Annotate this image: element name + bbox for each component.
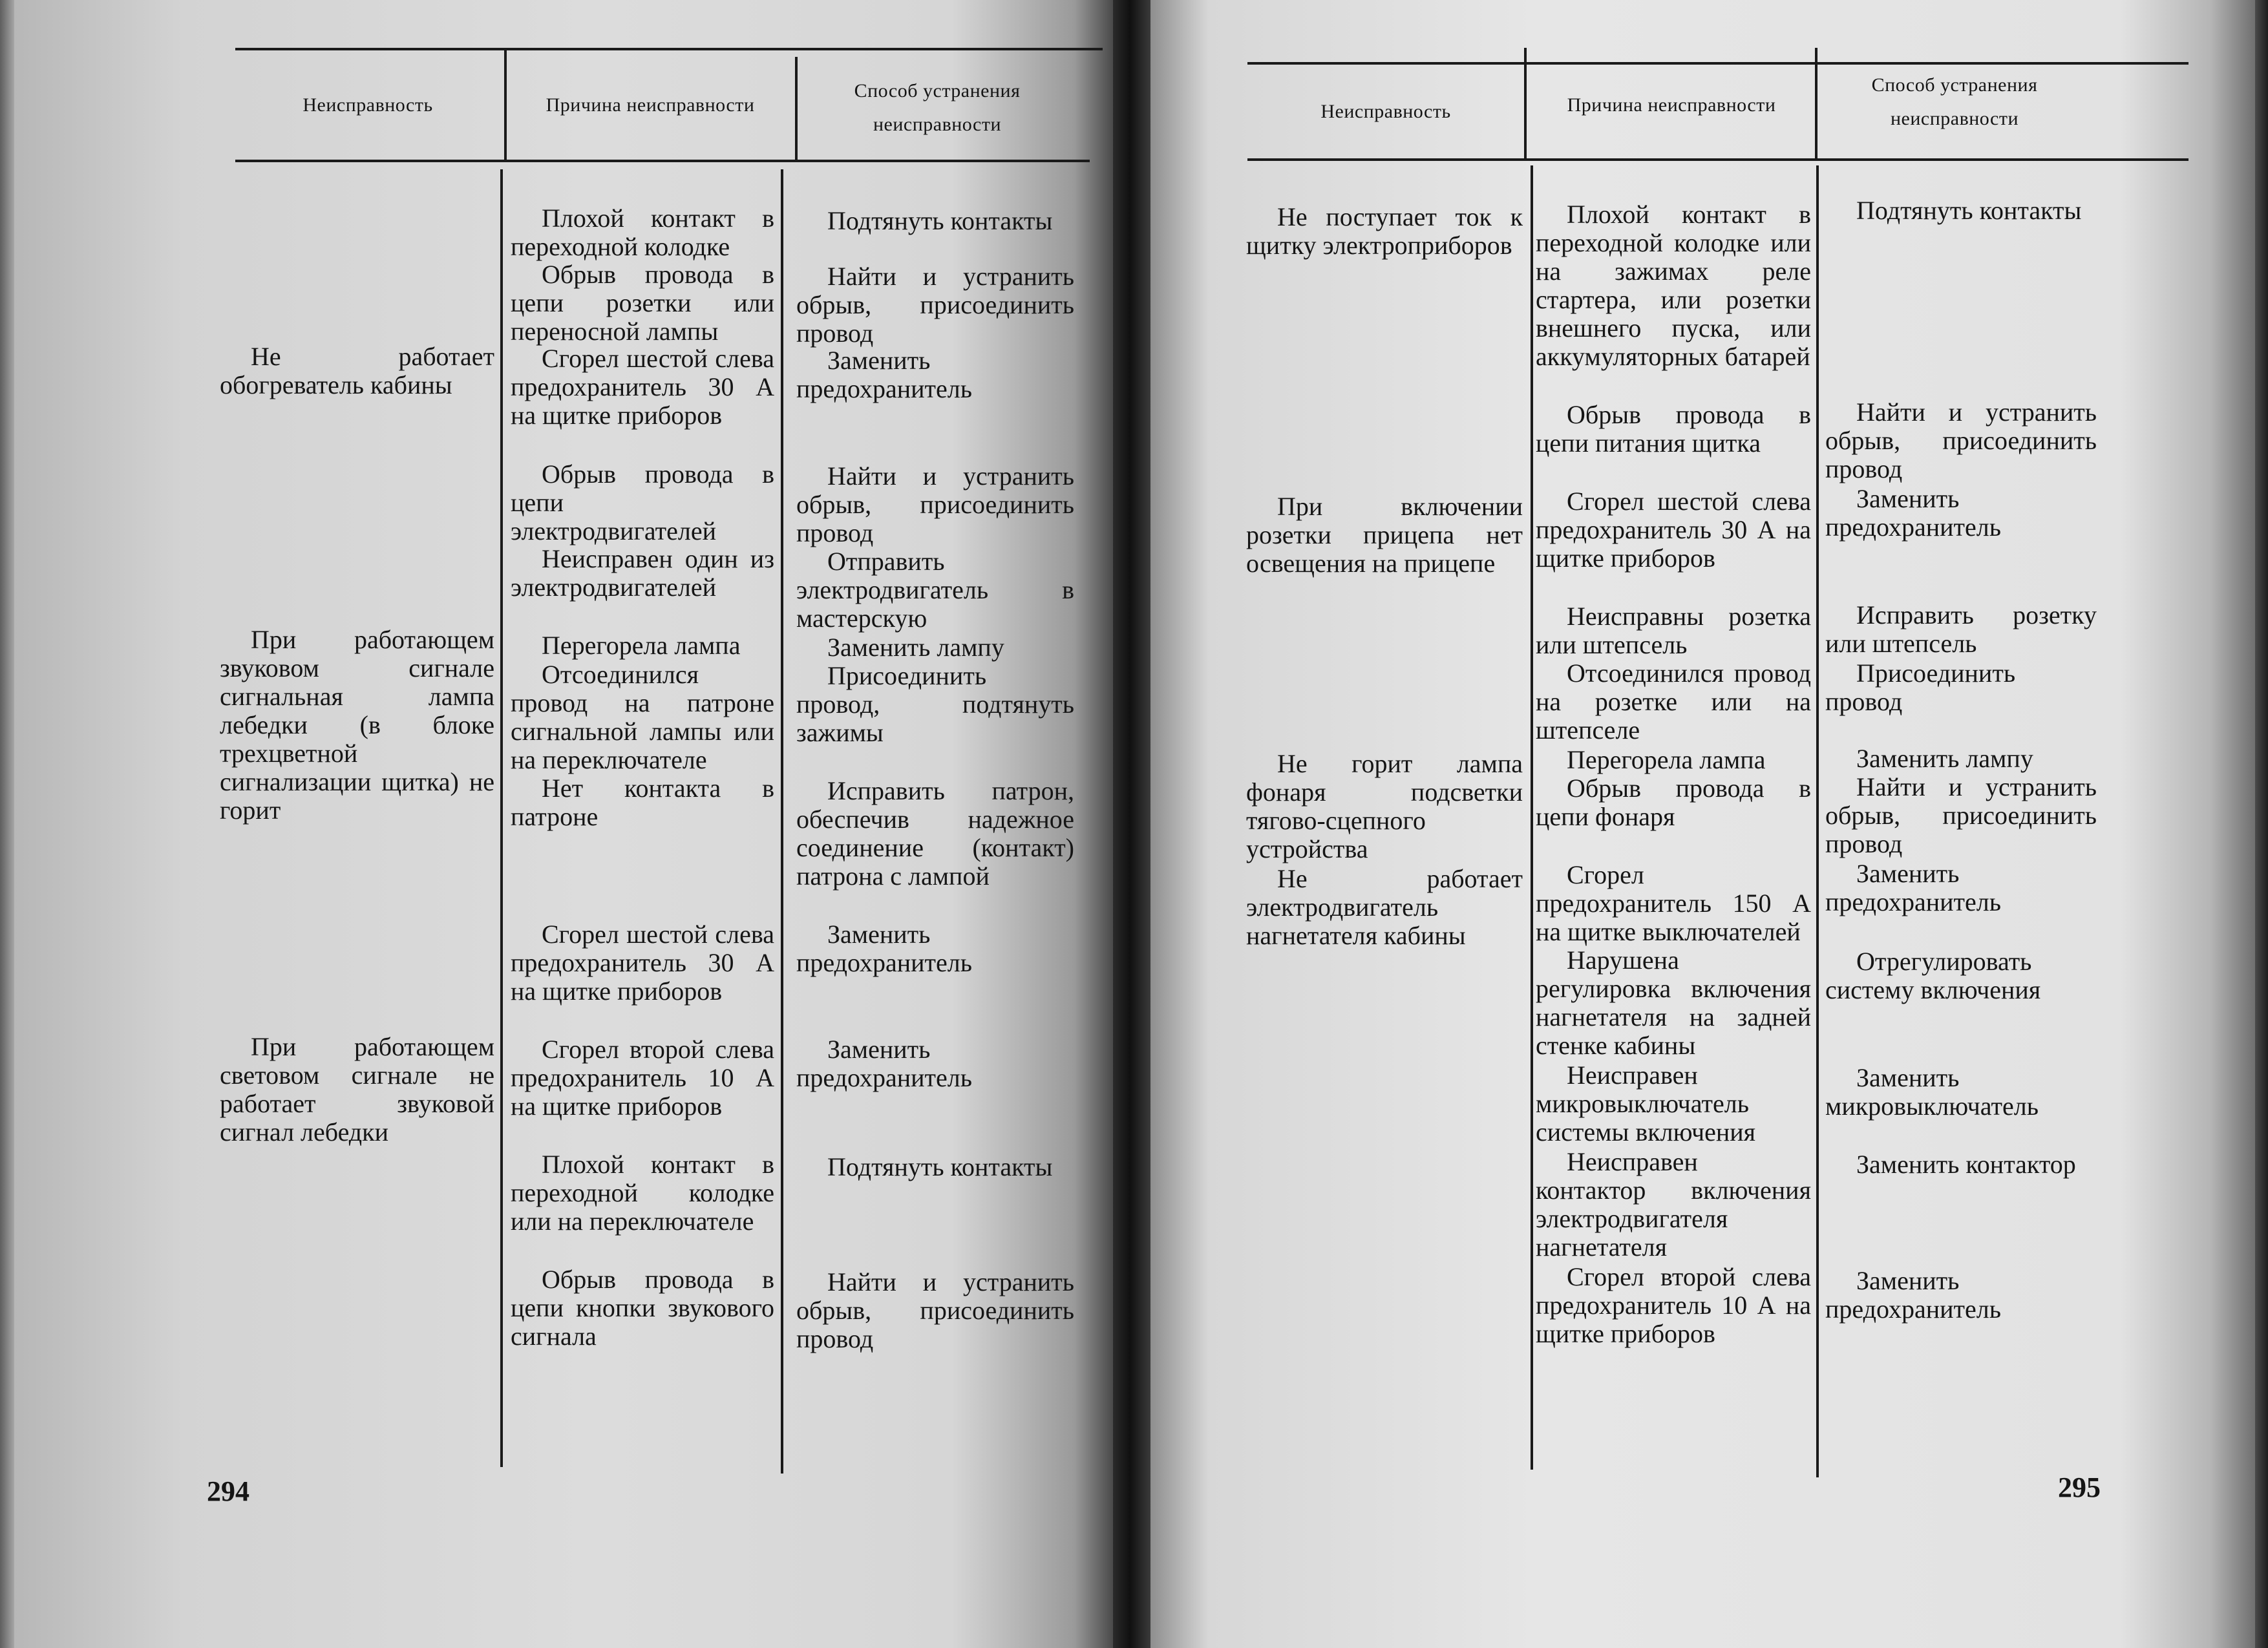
defect-cell: При включении розетки прицепа нет освещения на прицепе	[1246, 492, 1523, 578]
cause-cell: Обрыв провода в цепи розетки или переносной лампы	[511, 260, 774, 346]
cause-cell: Обрыв провода в цепи электродвигателей	[511, 460, 774, 545]
remedy-cell: Заменить лампу	[827, 633, 1004, 662]
remedy-cell: Исправить розетку или штепсель	[1825, 600, 2097, 658]
cause-cell: Неисправны розетка или штепсель	[1536, 602, 1811, 659]
cause-cell: Нет контакта в патроне	[511, 774, 774, 831]
cause-cell: Обрыв провода в цепи питания щитка	[1536, 400, 1811, 458]
remedy-cell: Заменить предохранитель	[796, 1035, 972, 1092]
cause-cell: Сгорел шестой слева предохранитель 30 А на щитке приборов	[511, 920, 774, 1006]
cause-cell: Нарушена регулировка включения нагнетателя на задней стенке кабины	[1536, 945, 1811, 1060]
remedy-cell: Присоединить провод	[1825, 659, 2016, 716]
remedy-cell: Заменить контактор	[1856, 1150, 2076, 1179]
defect-cell: Не горит лампа фонаря подсветки тягово-сцепного устройства	[1246, 749, 1523, 863]
column-divider	[781, 169, 783, 1474]
remedy-cell: Найти и устранить обрыв, присоединить провод	[796, 262, 1074, 348]
cause-cell: Плохой контакт в переходной колодке или на зажимах реле стартера, или розетки внешнего пуска, или аккумуляторных батарей	[1536, 200, 1811, 371]
remedy-cell: Найти и устранить обрыв, присоединить провод	[796, 461, 1074, 547]
cause-cell: Сгорел второй слева предохранитель 10 А на щитке приборов	[511, 1035, 774, 1121]
cause-cell: Обрыв провода в цепи кнопки звукового сигнала	[511, 1265, 774, 1351]
remedy-cell: Заменить предохранитель	[796, 346, 972, 403]
book-edge-right	[2255, 0, 2268, 1648]
remedy-cell: Исправить патрон, обеспечив надежное соединение (контакт) патрона с лампой	[796, 776, 1074, 891]
header-bottom-rule	[235, 160, 1090, 162]
cause-cell: Обрыв провода в цепи фонаря	[1536, 774, 1811, 831]
cause-cell: Сгорел второй слева предохранитель 10 А на щитке приборов	[1536, 1262, 1811, 1348]
cause-cell: Неисправен контактор включения электродвигателя нагнетателя	[1536, 1147, 1811, 1262]
column-divider	[1816, 165, 1819, 1477]
header-divider	[795, 57, 798, 160]
remedy-cell: Найти и устранить обрыв, присоединить провод	[796, 1267, 1074, 1353]
page-left	[14, 0, 1113, 1648]
defect-cell: Не работает обогреватель кабины	[220, 342, 494, 399]
page-number: 294	[207, 1475, 249, 1507]
cause-cell: Сгорел шестой слева предохранитель 30 А на щитке приборов	[511, 344, 774, 430]
remedy-cell: Заменить предохранитель	[1825, 859, 2001, 916]
defect-cell: Не поступает ток к щитку электроприборов	[1246, 202, 1523, 260]
book-gutter	[1113, 0, 1150, 1648]
defect-cell: При работающем звуковом сигнале сигнальная лампа лебедки (в блоке трехцветной сигнализации щитка) не горит	[220, 625, 494, 825]
header-remedy: Способ устранения неисправности	[854, 80, 1021, 135]
cause-cell: Сгорел предохранитель 150 А на щитке выключателей	[1536, 860, 1811, 946]
remedy-cell: Заменить предохранитель	[1825, 1266, 2001, 1324]
remedy-cell: Отрегулировать систему включения	[1825, 947, 2041, 1004]
remedy-cell: Найти и устранить обрыв, присоединить провод	[1825, 397, 2097, 483]
header-defect: Неисправность	[1320, 100, 1451, 122]
remedy-cell: Найти и устранить обрыв, присоединить провод	[1825, 772, 2097, 858]
header-cause: Причина неисправности	[546, 94, 755, 116]
cause-cell: Плохой контакт в переходной колодке или на переключателе	[511, 1150, 774, 1236]
header-bottom-rule	[1247, 158, 2189, 161]
defect-cell: При работающем световом сигнале не работает звуковой сигнал лебедки	[220, 1032, 494, 1146]
cause-cell: Отсоединился провод на патроне сигнальной лампы или на переключателе	[511, 660, 774, 774]
header-remedy: Способ устранения неисправности	[1871, 74, 2038, 129]
remedy-cell: Подтянуть контакты	[827, 1152, 1053, 1181]
remedy-cell: Заменить микровыключатель	[1825, 1063, 2039, 1121]
header-defect: Неисправность	[302, 94, 433, 116]
remedy-cell: Заменить предохранитель	[1825, 484, 2001, 542]
header-cause: Причина неисправности	[1567, 94, 1776, 116]
cause-cell: Сгорел шестой слева предохранитель 30 А на щитке приборов	[1536, 487, 1811, 573]
remedy-cell: Подтянуть контакты	[827, 206, 1053, 235]
cause-cell: Перегорела лампа	[1567, 745, 1766, 774]
remedy-cell: Присоединить провод, подтянуть зажимы	[796, 661, 1074, 747]
remedy-cell: Подтянуть контакты	[1856, 196, 2082, 225]
book-edge-left	[0, 0, 14, 1648]
cause-cell: Неисправен один из электродвигателей	[511, 544, 774, 602]
column-divider	[500, 169, 503, 1467]
page-right	[1150, 0, 2255, 1648]
remedy-cell: Заменить лампу	[1856, 744, 2033, 773]
cause-cell: Отсоединился провод на розетке или на штепселе	[1536, 659, 1811, 745]
defect-cell: Не работает электродвигатель нагнетателя кабины	[1246, 864, 1523, 950]
header-divider	[1815, 48, 1818, 160]
page-number: 295	[2058, 1472, 2101, 1503]
cause-cell: Плохой контакт в переходной колодке	[511, 204, 774, 261]
remedy-cell: Заменить предохранитель	[796, 920, 972, 977]
remedy-cell: Отправить электродвигатель в мастерскую	[796, 547, 1074, 633]
header-divider	[1524, 48, 1527, 160]
cause-cell: Перегорела лампа	[542, 631, 741, 660]
cause-cell: Неисправен микровыключатель системы включения	[1536, 1061, 1756, 1146]
table-top-rule	[235, 48, 1103, 50]
column-divider	[1531, 165, 1533, 1470]
